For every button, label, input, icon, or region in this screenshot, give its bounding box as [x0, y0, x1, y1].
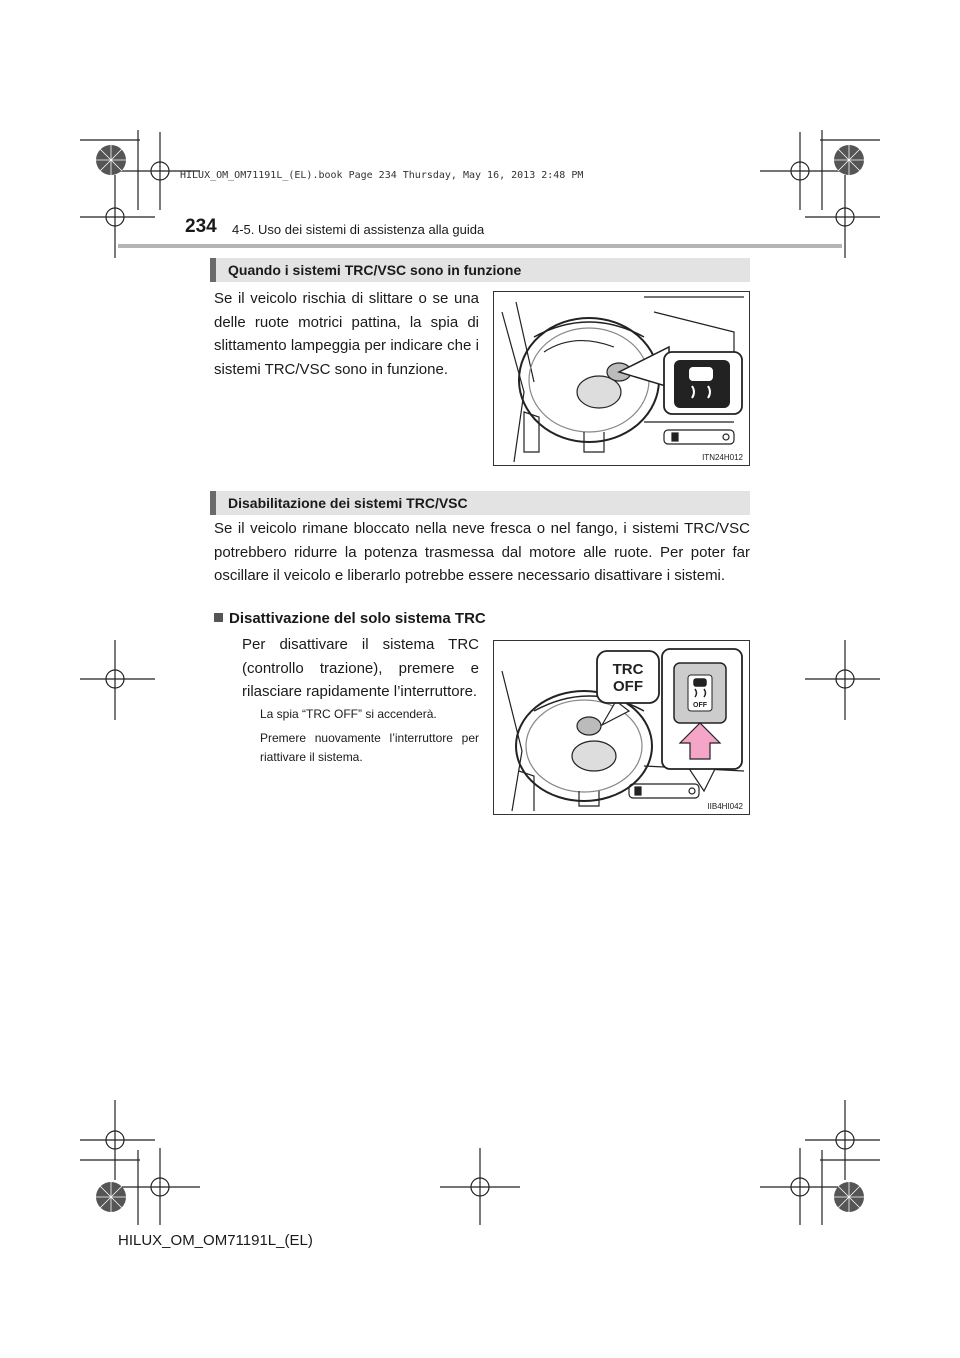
figure-slip-indicator — [493, 291, 750, 466]
note-trc-off-light: La spia “TRC OFF” si accenderà. — [260, 707, 437, 721]
switch-off-label: OFF — [693, 702, 707, 709]
section-heading-trc-vsc-disable: Disabilitazione dei sistemi TRC/VSC — [210, 491, 750, 515]
figure-code: IIB4HI042 — [707, 802, 743, 811]
subheading-trc-only: Disattivazione del solo sistema TRC — [214, 610, 486, 627]
header-rule — [118, 244, 842, 248]
paragraph-trc-vsc-disable: Se il veicolo rimane bloccato nella neve fresca o nel fango, i sistemi TRC/VSC potrebbero ridurre la potenza trasmessa dal motore alle ruote. Per poter far oscillare il veicolo e liberarlo potrebbe essere necessario disattivare i sistemi. — [214, 520, 750, 584]
section-heading-trc-vsc-active: Quando i sistemi TRC/VSC sono in funzione — [210, 258, 750, 282]
section-title: 4-5. Uso dei sistemi di assistenza alla guida — [232, 222, 485, 237]
paragraph-trc-only: Per disattivare il sistema TRC (controllo trazione), premere e rilasciare rapidamente l’interruttore. — [242, 636, 479, 700]
paragraph-trc-vsc-active: Se il veicolo rischia di slittare o se una delle ruote motrici pattina, la spia di slittamento lampeggia per indicare che i sistemi TRC/VSC sono in funzione. — [214, 290, 479, 378]
page-number: 234 — [185, 216, 217, 237]
note-reactivate: Premere nuovamente l’interruttore per riattivare il sistema. — [260, 731, 479, 764]
figure-trc-off-switch — [493, 640, 750, 815]
trc-off-callout-line1: TRC — [612, 661, 644, 678]
print-header: HILUX_OM_OM71191L_(EL).book Page 234 Thursday, May 16, 2013 2:48 PM — [180, 170, 584, 181]
trc-off-callout-line2: OFF — [613, 678, 643, 695]
dashboard-illustration — [494, 292, 750, 466]
footer-doc-id: HILUX_OM_OM71191L_(EL) — [118, 1232, 313, 1249]
dashboard-switch-illustration — [494, 641, 750, 815]
figure-code: ITN24H012 — [702, 453, 743, 462]
square-bullet-icon — [214, 613, 223, 622]
